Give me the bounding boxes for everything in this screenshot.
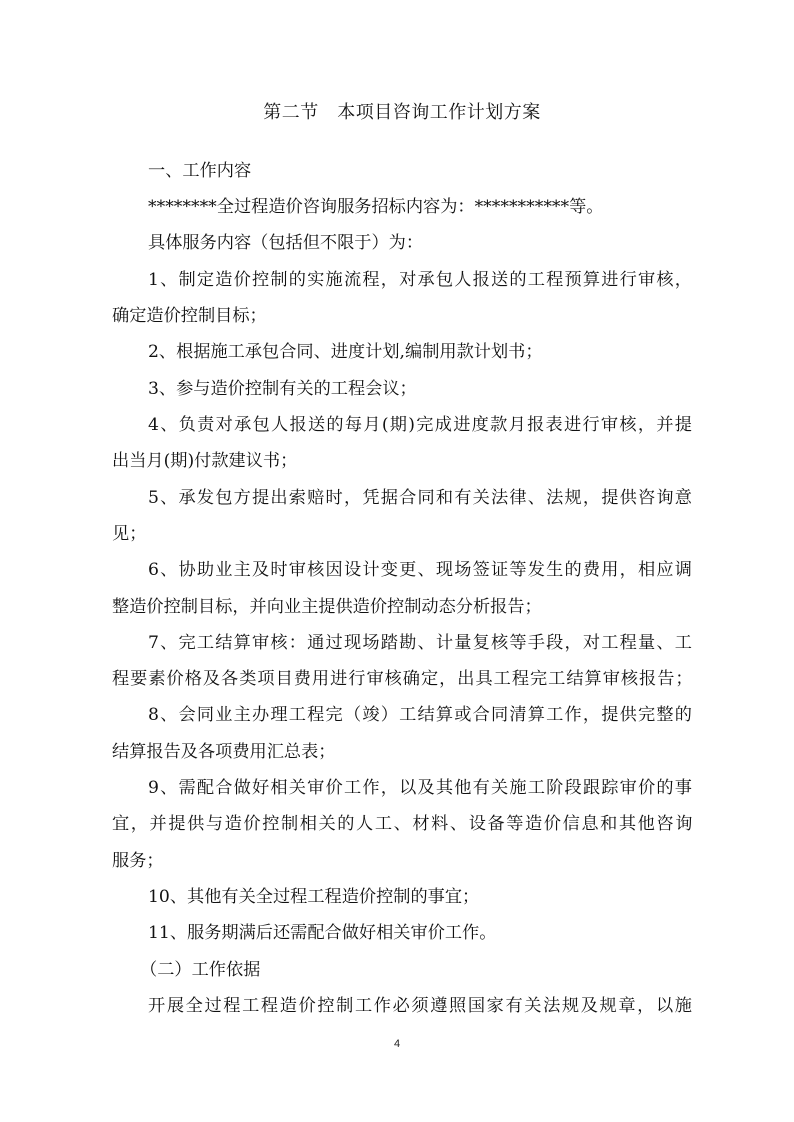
list-item-7: 7、完工结算审核：通过现场踏勘、计量复核等手段，对工程量、工 xyxy=(148,633,692,653)
intro-paragraph: ********全过程造价咨询服务招标内容为：***********等。 xyxy=(148,197,604,217)
section-heading-work-content: 一、工作内容 xyxy=(148,161,252,181)
list-item-8-cont: 结算报告及各项费用汇总表； xyxy=(112,742,336,762)
work-basis-paragraph: 开展全过程工程造价控制工作必须遵照国家有关法规及规章，以施 xyxy=(148,996,692,1016)
list-item-4-cont: 出当月(期)付款建议书； xyxy=(112,451,298,471)
list-item-10: 10、其他有关全过程工程造价控制的事宜； xyxy=(148,887,480,907)
list-item-1-cont: 确定造价控制目标； xyxy=(112,306,267,326)
list-item-1: 1、制定造价控制的实施流程，对承包人报送的工程预算进行审核， xyxy=(148,270,692,290)
scope-lead: 具体服务内容（包括但不限于）为： xyxy=(148,233,424,253)
list-item-8: 8、会同业主办理工程完（竣）工结算或合同清算工作，提供完整的 xyxy=(148,705,692,725)
list-item-5-cont: 见； xyxy=(112,524,147,544)
list-item-7-cont: 程要素价格及各类项目费用进行审核确定，出具工程完工结算审核报告； xyxy=(112,669,692,689)
list-item-9-cont: 宜，并提供与造价控制相关的人工、材料、设备等造价信息和其他咨询 xyxy=(112,814,692,834)
list-item-9: 9、需配合做好相关审价工作，以及其他有关施工阶段跟踪审价的事 xyxy=(148,778,692,798)
list-item-3: 3、参与造价控制有关的工程会议； xyxy=(148,379,417,399)
list-item-4: 4、负责对承包人报送的每月(期)完成进度款月报表进行审核，并提 xyxy=(148,415,692,435)
page-number: 4 xyxy=(393,1038,401,1050)
list-item-6-cont: 整造价控制目标，并向业主提供造价控制动态分析报告； xyxy=(112,597,542,617)
page-title: 第二节 本项目咨询工作计划方案 xyxy=(263,102,541,123)
list-item-2: 2、根据施工承包合同、进度计划,编制用款计划书； xyxy=(148,342,543,362)
list-item-11: 11、服务期满后还需配合做好相关审价工作。 xyxy=(148,923,497,943)
section-heading-work-basis: （二）工作依据 xyxy=(140,960,261,980)
list-item-5: 5、承发包方提出索赔时，凭据合同和有关法律、法规，提供咨询意 xyxy=(148,488,692,508)
list-item-9-cont2: 服务； xyxy=(112,851,164,871)
list-item-6: 6、协助业主及时审核因设计变更、现场签证等发生的费用，相应调 xyxy=(148,560,692,580)
